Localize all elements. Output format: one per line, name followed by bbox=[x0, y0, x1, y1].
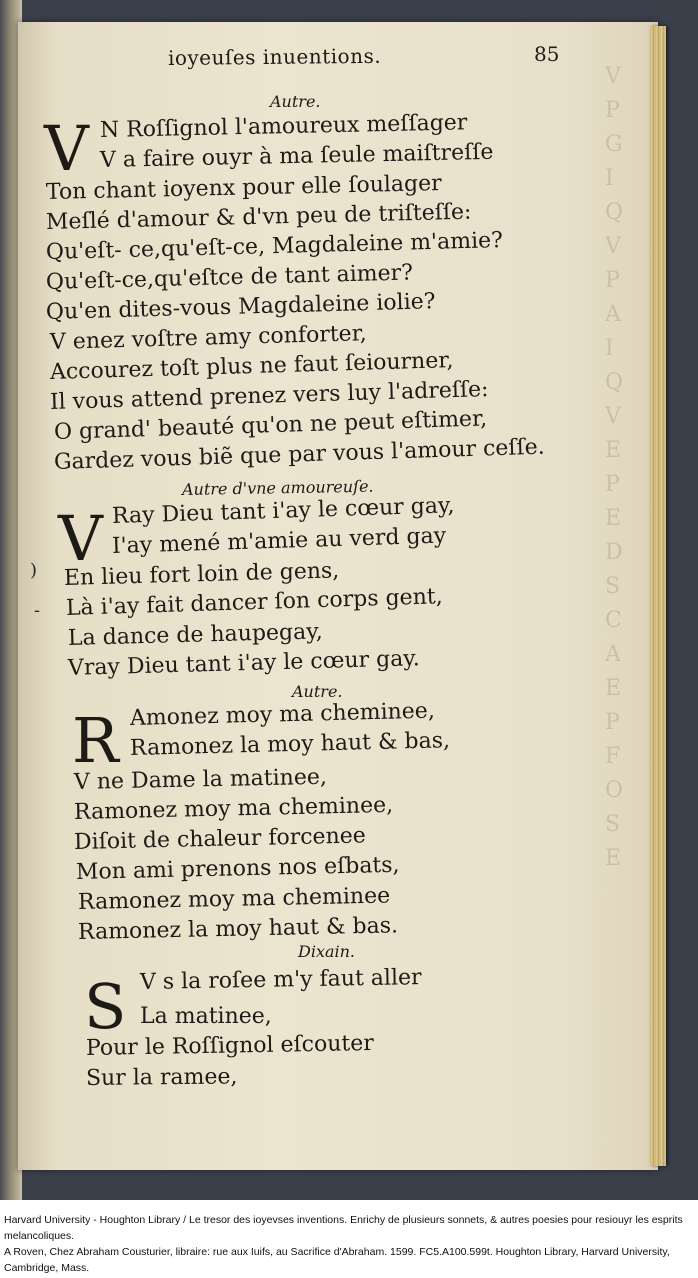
verse-line: Mon ami prenons nos eſbats, bbox=[75, 852, 400, 885]
drop-initial: V bbox=[58, 502, 103, 575]
verse-line: Meſlé d'amour & d'vn peu de triſteſſe: bbox=[45, 199, 472, 235]
verse-line: En lieu fort loin de gens, bbox=[63, 558, 340, 591]
poem-title: Autre d'vne amoureuſe. bbox=[181, 476, 374, 499]
poem-title: Autre. bbox=[292, 682, 343, 701]
verse-line: Il vous attend prenez vers luy l'adreſſe: bbox=[49, 376, 489, 415]
verse-line: V s la roſee m'y faut aller bbox=[139, 965, 422, 995]
verse-line: Ramonez moy ma cheminee, bbox=[73, 792, 394, 825]
verse-line: V a faire ouyr à ma ſeule maiſtreſſe bbox=[99, 139, 494, 173]
verse-line: N Roſſignol l'amoureux meſſager bbox=[99, 110, 468, 143]
caption-line: Harvard University - Houghton Library / Le tresor des ioyevses inventions. Enrichy de plusieurs sonnets, & autres poesies pour resiouyr les esprits melancoliques. bbox=[4, 1214, 683, 1242]
verse-line: Pour le Roſſignol eſcouter bbox=[85, 1030, 375, 1061]
drop-initial: R bbox=[72, 704, 119, 777]
verse-line: Accourez toſt plus ne faut ſeiourner, bbox=[49, 348, 454, 385]
margin-mark: - bbox=[34, 600, 41, 621]
verse-line: Amonez moy ma cheminee, bbox=[129, 698, 436, 731]
page-number: 85 bbox=[534, 42, 560, 66]
image-caption bbox=[4, 1212, 694, 1276]
verse-line: O grand' beauté qu'on ne peut eſtimer, bbox=[53, 406, 488, 445]
verse-line: Vray Dieu tant i'ay le cœur gay. bbox=[67, 646, 421, 681]
verse-line: La matinee, bbox=[140, 1004, 272, 1029]
verse-line: Ray Dieu tant i'ay le cœur gay, bbox=[111, 493, 455, 529]
running-head: ioyeuſes inuentions. bbox=[167, 43, 382, 70]
drop-initial: S bbox=[84, 970, 127, 1043]
poem-title: Autre. bbox=[270, 92, 321, 111]
gilt-page-edge bbox=[650, 26, 666, 1166]
drop-initial: V bbox=[44, 112, 89, 185]
verse-line: I'ay mené m'amie au verd gay bbox=[111, 523, 447, 559]
show-through-text: V P G I Q V P A I Q V E P E D S C A E P F O S E bbox=[605, 64, 624, 871]
verse-line: Ton chant ioyenx pour elle ſoulager bbox=[45, 171, 442, 205]
margin-mark: ) bbox=[30, 560, 38, 581]
verse-line: Gardez vous biẽ que par vous l'amour ceſſe. bbox=[53, 434, 546, 475]
verse-line: Ramonez moy ma cheminee bbox=[77, 883, 391, 915]
verse-line: V enez voſtre amy conforter, bbox=[49, 321, 368, 355]
verse-line: La dance de haupegay, bbox=[67, 619, 324, 651]
verse-line: V ne Dame la matinee, bbox=[73, 764, 328, 795]
verse-line: Ramonez la moy haut & bas. bbox=[77, 913, 399, 945]
verse-line: Diſoit de chaleur forcenee bbox=[73, 823, 367, 855]
caption-line: A Roven, Chez Abraham Cousturier, libraire: rue aux Iuifs, au Sacrifice d'Abraham. 1599. FC5.A100.599t. Houghton Library, Harvard University, Cambridge, Mass. bbox=[4, 1246, 670, 1274]
verse-line: Qu'en dites-vous Magdaleine iolie? bbox=[45, 289, 436, 325]
poem-title: Dixain. bbox=[298, 942, 356, 961]
verse-line: Là i'ay fait dancer ſon corps gent, bbox=[65, 584, 444, 621]
verse-line: Sur la ramee, bbox=[85, 1064, 238, 1091]
verse-line: Qu'eſt-ce,qu'eſtce de tant aimer? bbox=[45, 260, 414, 295]
verse-line: Ramonez la moy haut & bas, bbox=[129, 728, 451, 761]
verse-line: Qu'eſt- ce,qu'eſt-ce, Magdaleine m'amie? bbox=[45, 228, 504, 265]
